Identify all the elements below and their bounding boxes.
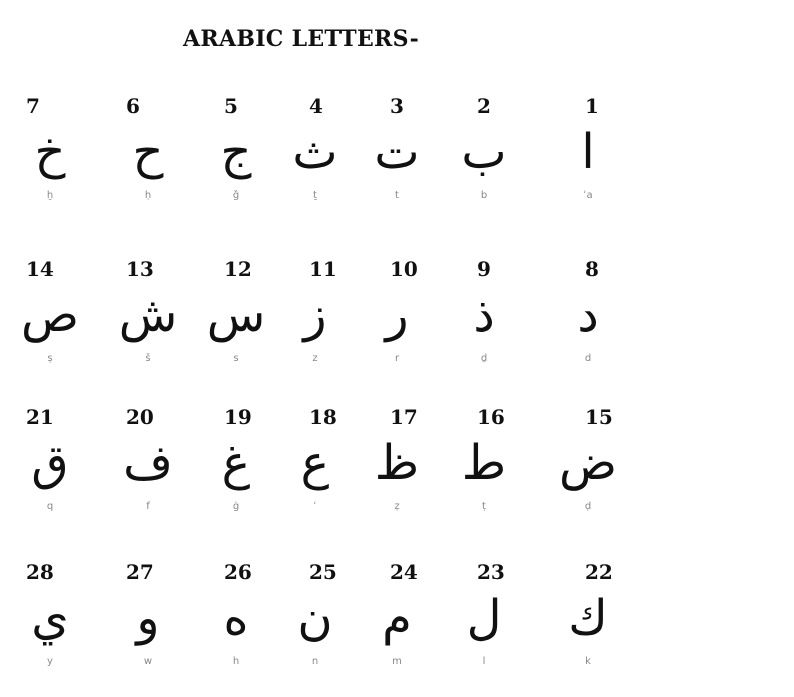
arabic-letter-glyph: ذ	[473, 287, 495, 343]
letter-cell	[444, 257, 524, 387]
letter-number: 9	[477, 257, 491, 281]
arabic-letter-glyph: ح	[132, 124, 164, 180]
letter-cell	[275, 257, 355, 387]
letter-cell	[357, 94, 437, 224]
letter-cell	[275, 94, 355, 224]
transliteration: r	[394, 353, 400, 364]
letter-number: 27	[126, 560, 154, 584]
letter-cell	[357, 257, 437, 387]
letter-number: 2	[477, 94, 491, 118]
arabic-letter-glyph: ز	[303, 287, 327, 343]
letter-number: 21	[26, 405, 54, 429]
transliteration: ḍ	[584, 501, 592, 512]
transliteration: q	[46, 501, 54, 512]
letter-cell	[108, 257, 188, 387]
letter-number: 20	[126, 405, 154, 429]
letter-number: 24	[390, 560, 418, 584]
transliteration: b	[480, 190, 488, 201]
arabic-letter-glyph: ي	[31, 590, 69, 646]
letter-cell	[275, 560, 355, 690]
letter-number: 8	[585, 257, 599, 281]
letter-cell	[10, 560, 90, 690]
transliteration: m	[392, 656, 402, 667]
arabic-letter-glyph: ف	[123, 435, 173, 491]
arabic-letter-glyph: ب	[461, 124, 507, 180]
transliteration: ḫ	[46, 190, 54, 201]
arabic-letter-glyph: ع	[300, 435, 330, 491]
letter-cell	[444, 560, 524, 690]
letter-number: 13	[126, 257, 154, 281]
transliteration: f	[146, 501, 150, 512]
arabic-letter-glyph: س	[206, 287, 266, 343]
transliteration: ġ	[232, 501, 240, 512]
arabic-letter-glyph: د	[577, 287, 599, 343]
transliteration: t	[395, 190, 399, 201]
letter-cell	[196, 405, 276, 535]
letter-number: 22	[585, 560, 613, 584]
transliteration: h	[232, 656, 240, 667]
letter-number: 12	[224, 257, 252, 281]
arabic-letter-glyph: م	[382, 590, 412, 646]
letter-cell	[108, 94, 188, 224]
arabic-letter-glyph: و	[136, 590, 160, 646]
transliteration: d	[584, 353, 592, 364]
letter-cell	[444, 405, 524, 535]
transliteration: ẓ	[394, 501, 400, 512]
transliteration: z	[312, 353, 318, 364]
letter-number: 3	[390, 94, 404, 118]
letter-number: 25	[309, 560, 337, 584]
letter-number: 10	[390, 257, 418, 281]
transliteration: ǧ	[232, 190, 240, 201]
letter-number: 15	[585, 405, 613, 429]
letter-number: 17	[390, 405, 418, 429]
letter-number: 5	[224, 94, 238, 118]
letter-cell	[548, 257, 628, 387]
letter-cell	[357, 405, 437, 535]
transliteration: n	[311, 656, 319, 667]
letter-cell	[357, 560, 437, 690]
arabic-letter-glyph: ت	[374, 124, 420, 180]
arabic-letter-glyph: ض	[558, 435, 618, 491]
letter-cell	[196, 560, 276, 690]
letter-number: 26	[224, 560, 252, 584]
arabic-letter-glyph: ر	[385, 287, 409, 343]
page-title: ARABIC LETTERS-	[183, 26, 420, 52]
transliteration: ṯ	[313, 190, 317, 201]
arabic-letter-glyph: ه	[223, 590, 249, 646]
arabic-letter-glyph: غ	[221, 435, 251, 491]
transliteration: s	[233, 353, 239, 364]
letter-cell	[196, 257, 276, 387]
letter-cell	[10, 257, 90, 387]
transliteration: l	[482, 656, 486, 667]
letter-number: 19	[224, 405, 252, 429]
letter-number: 14	[26, 257, 54, 281]
letter-number: 6	[126, 94, 140, 118]
transliteration: ḏ	[480, 353, 488, 364]
letter-number: 23	[477, 560, 505, 584]
letter-cell	[275, 405, 355, 535]
transliteration: w	[143, 656, 153, 667]
transliteration: š	[145, 353, 151, 364]
letter-number: 18	[309, 405, 337, 429]
arabic-letter-glyph: ث	[292, 124, 338, 180]
letter-cell	[10, 405, 90, 535]
arabic-letter-glyph: ش	[118, 287, 178, 343]
arabic-letter-glyph: ق	[31, 435, 69, 491]
letter-number: 1	[585, 94, 599, 118]
arabic-letter-glyph: ل	[466, 590, 502, 646]
letter-cell	[10, 94, 90, 224]
arabic-letter-glyph: ك	[568, 590, 608, 646]
arabic-letter-glyph: ص	[20, 287, 80, 343]
letter-cell	[548, 560, 628, 690]
letter-number: 4	[309, 94, 323, 118]
transliteration: ṭ	[482, 501, 486, 512]
letter-cell	[444, 94, 524, 224]
arabic-letter-glyph: ط	[461, 435, 507, 491]
transliteration: ʿ	[313, 501, 317, 512]
transliteration: k	[585, 656, 591, 667]
letter-number: 16	[477, 405, 505, 429]
arabic-letter-glyph: ن	[297, 590, 333, 646]
arabic-letter-glyph: ظ	[374, 435, 420, 491]
transliteration: ḥ	[144, 190, 152, 201]
transliteration: y	[47, 656, 53, 667]
arabic-letter-glyph: ا	[581, 124, 595, 180]
letter-number: 28	[26, 560, 54, 584]
letter-cell	[548, 94, 628, 224]
letter-cell	[108, 405, 188, 535]
letter-cell	[548, 405, 628, 535]
letter-number: 11	[309, 257, 337, 281]
letter-number: 7	[26, 94, 40, 118]
arabic-letter-glyph: خ	[34, 124, 66, 180]
transliteration: ʾa	[583, 190, 593, 201]
arabic-letter-glyph: ج	[220, 124, 252, 180]
transliteration: ṣ	[47, 353, 53, 364]
letter-cell	[196, 94, 276, 224]
letter-cell	[108, 560, 188, 690]
